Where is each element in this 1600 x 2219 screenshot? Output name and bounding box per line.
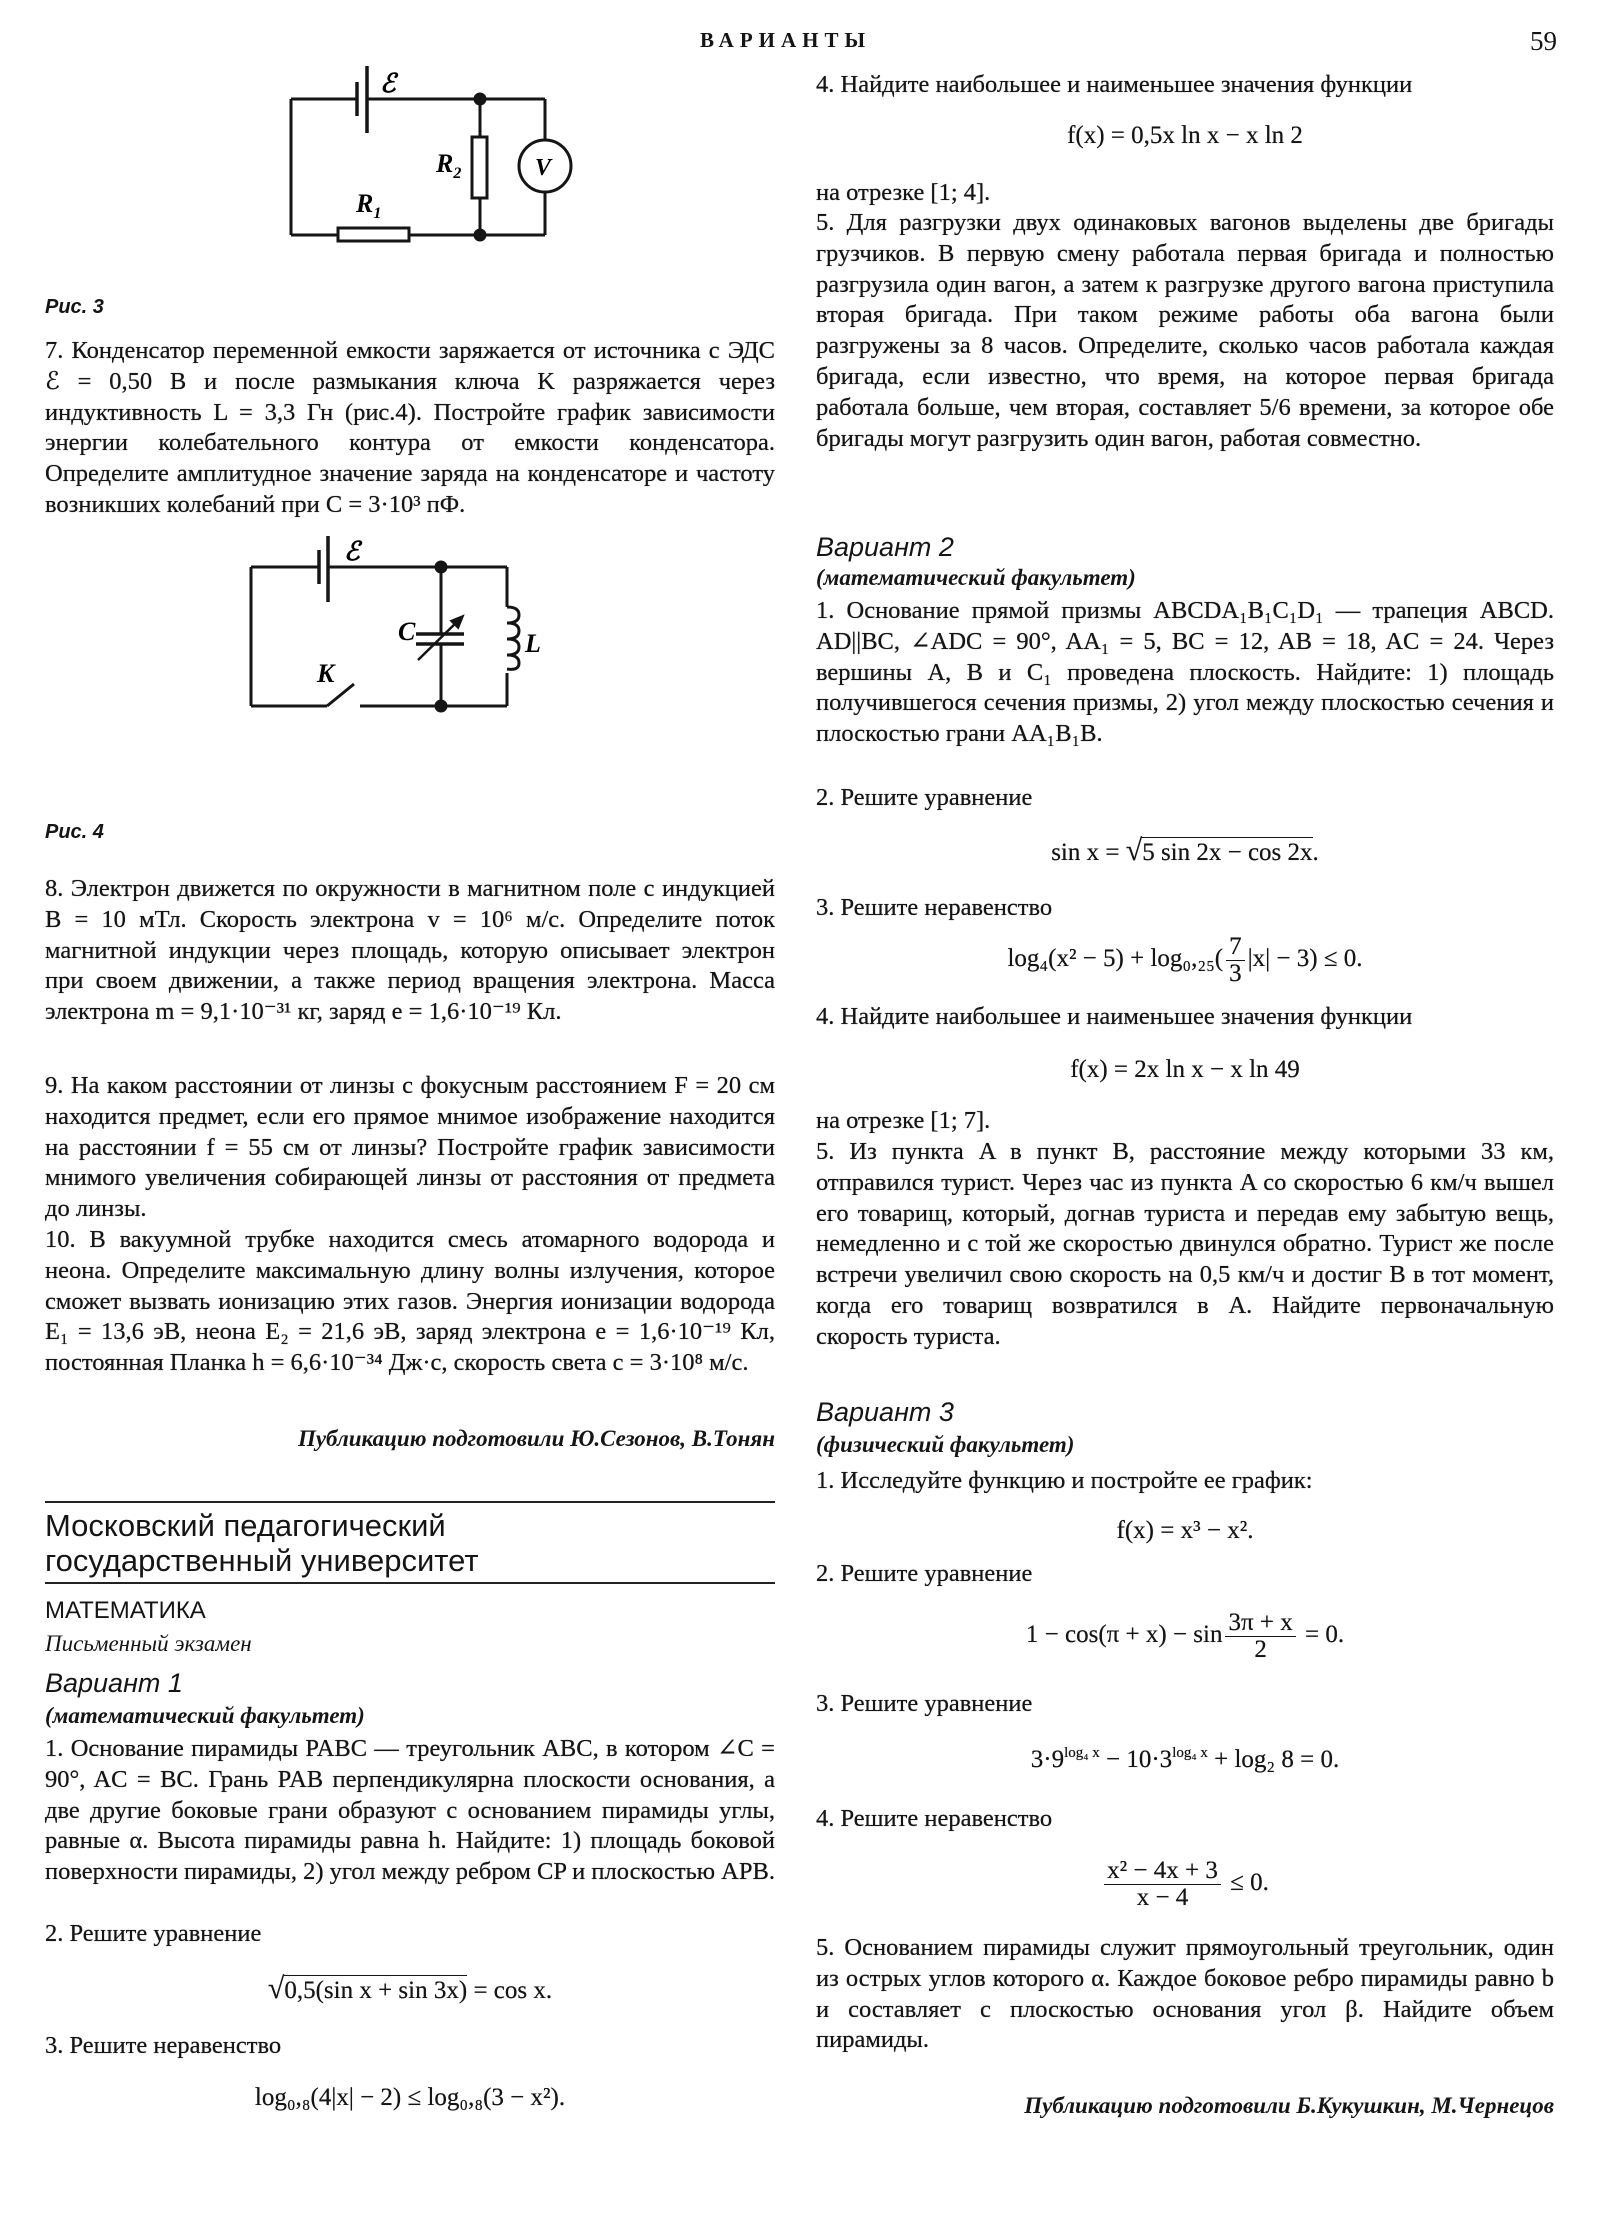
v3-problem-2-formula: 1 − cos(π + x) − sin $\frac{3\pi + x}{2}$ = 0.	[1025, 1609, 1345, 1663]
v3-problem-5: 5. Основанием пирамиды служит прямоугольный треугольник, один из острых углов которого α. Каждое боковое ребро пирамиды равно b и составляет с плоскостью основания угол β. Найдите объем пирамиды.	[816, 1934, 1554, 2054]
v2-problem-3: 3. Решите неравенство	[816, 894, 1053, 921]
running-header: ВАРИАНТЫ	[700, 28, 872, 52]
variant-1-title: Вариант 1	[45, 1668, 183, 1698]
problem-4-interval: на отрезке [1; 4].	[816, 179, 991, 206]
resistor-r1	[338, 228, 409, 241]
variant-3-title: Вариант 3	[816, 1397, 954, 1427]
fig4-inductor-label: L	[525, 629, 541, 658]
v2-problem-4-formula: f(x) = 2x ln x − x ln 49	[1070, 1056, 1300, 1083]
v3-problem-4: 4. Решите неравенство	[816, 1805, 1053, 1832]
v1-problem-3: 3. Решите неравенство	[45, 2032, 282, 2059]
signature-math: Публикацию подготовили Б.Кукушкин, М.Чернецов	[1024, 2093, 1554, 2118]
v2-problem-4-interval: на отрезке [1; 7].	[816, 1107, 991, 1134]
problem-7: 7. Конденсатор переменной емкости заряжается от источника с ЭДС ℰ = 0,50 В и после размыкания ключа K разряжается через индуктивность L = 3,3 Гн (рис.4). Постройте график зависимости энергии колебательного контура от емкости конденсатора. Определите амплитудное значение заряда на конденсаторе и частоту возникших колебаний при C = 3·10³ пФ.	[45, 337, 775, 518]
fig3-emf-label: ℰ	[380, 69, 396, 98]
inductor-coil	[507, 607, 519, 669]
problem-4: 4. Найдите наибольшее и наименьшее значения функции	[816, 71, 1413, 98]
variant-1-faculty: (математический факультет)	[45, 1703, 365, 1728]
figure-4-circuit	[251, 536, 519, 711]
v3-problem-2: 2. Решите уравнение	[816, 1560, 1033, 1587]
section-divider-bottom	[45, 1582, 775, 1584]
fig4-emf-label: ℰ	[344, 537, 360, 566]
figure-4-caption: Рис. 4	[45, 821, 104, 843]
exam-type: Письменный экзамен	[45, 1631, 252, 1656]
subject-heading: МАТЕМАТИКА	[45, 1597, 206, 1624]
problem-5: 5. Для разгрузки двух одинаковых вагонов выделены две бригады грузчиков. В первую смену работала первая бригада и полностью разгрузила один вагон, а затем к разгрузке другого вагона приступила вторая бригада. При таком режиме работы оба вагона были разгружены за 8 часов. Определите, сколько часов работала каждая бригада, если известно, что время, на которое первая бригада работала больше, чем вторая, составляет 5/6 времени, за которое обе бригады могут разгрузить один вагон, работая совместно.	[816, 209, 1554, 452]
section-divider-top	[45, 1501, 775, 1503]
fig3-r1-label: $R_1$	[356, 189, 382, 222]
v1-problem-2: 2. Решите уравнение	[45, 1920, 262, 1947]
page-number: 59	[1530, 26, 1557, 56]
v3-problem-1: 1. Исследуйте функцию и постройте ее график:	[816, 1467, 1313, 1494]
signature-physics: Публикацию подготовили Ю.Сезонов, В.Тонян	[297, 1426, 775, 1451]
variant-3-faculty: (физический факультет)	[816, 1432, 1075, 1457]
university-heading	[45, 1508, 775, 1578]
university-heading-line1: Московский педагогический	[45, 1508, 446, 1543]
v2-problem-2-formula: sin x = √5 sin 2x − cos 2x.	[1051, 834, 1319, 867]
variant-2-faculty: (математический факультет)	[816, 565, 1136, 590]
fig3-r2-label: $R_2$	[436, 149, 462, 182]
university-heading-line2: государственный университет	[45, 1543, 479, 1578]
v3-problem-4-formula: $\frac{\text{x² − 4x + 3}}{x - 4}$ ≤ 0.	[816, 1858, 1554, 1911]
problem-9: 9. На каком расстоянии от линзы с фокусным расстоянием F = 20 см находится предмет, если его прямое мнимое изображение находится на расстоянии f = 55 см от линзы? Постройте график зависимости мнимого увеличения собирающей линзы от расстояния от предмета до линзы.	[45, 1072, 775, 1223]
fig4-capacitor-label: C	[398, 617, 416, 646]
v2-problem-5: 5. Из пункта A в пункт B, расстояние между которыми 33 км, отправился турист. Через час из пункта A со скоростью 6 км/ч вышел его товарищ, который, догнав туриста и передав ему забытую вещь, немедленно и с той же скоростью двинулся обратно. Турист же после встречи увеличил свою скорость на 0,5 км/ч и достиг B в тот момент, когда его товарищ возвратился в A. Найдите первоначальную скорость туриста.	[816, 1138, 1554, 1350]
problem-8: 8. Электрон движется по окружности в магнитном поле с индукцией B = 10 мТл. Скорость электрона v = 10⁶ м/с. Определите поток магнитной индукции через площадь, которую описывает электрон при своем движении, а также период вращения электрона. Масса электрона m = 9,1·10⁻³¹ кг, заряд e = 1,6·10⁻¹⁹ Кл.	[45, 875, 775, 1026]
figure-3-caption: Рис. 3	[45, 296, 104, 318]
v2-problem-3-formula: log₄(x² − 5) + log₀,₂₅( $\frac{7}{3}$ |x| − 3) ≤ 0.	[1007, 933, 1363, 987]
problem-4-formula: f(x) = 0,5x ln x − x ln 2	[1067, 122, 1303, 149]
v1-problem-3-formula: log₀,₈(4|x| − 2) ≤ log₀,₈(3 − x²).	[254, 2084, 566, 2111]
v2-problem-2: 2. Решите уравнение	[816, 784, 1033, 811]
resistor-r2	[472, 137, 487, 198]
v3-problem-3: 3. Решите уравнение	[816, 1690, 1033, 1717]
v3-problem-1-formula: f(x) = x³ − x².	[1116, 1517, 1254, 1544]
voltmeter-label: V	[535, 155, 552, 181]
problem-10: 10. В вакуумной трубке находится смесь атомарного водорода и неона. Определите максимальную длину волны излучения, которое сможет вызвать ионизацию этих газов. Энергия ионизации водорода E₁ = 13,6 эВ, неона E₂ = 21,6 эВ, заряд электрона e = 1,6·10⁻¹⁹ Кл, постоянная Планка h = 6,6·10⁻³⁴ Дж·с, скорость света c = 3·10⁸ м/с.	[45, 1226, 775, 1377]
variant-2-title: Вариант 2	[816, 532, 954, 562]
v3-problem-3-formula: $3\cdot 9^{log_4 x} - 10\cdot 3^{log_4 x} + \log_2$ 8 = 0.	[1030, 1745, 1340, 1773]
v1-problem-2-formula: √0,5(sin x + sin 3x) = cos x.	[267, 1972, 553, 2005]
fig4-key-label: K	[317, 659, 335, 688]
v2-problem-1: 1. Основание прямой призмы ABCDA₁B₁C₁D₁ — трапеция ABCD. AD||BC, ∠ADC = 90°, AA₁ = 5, BC = 12, AB = 18, AC = 24. Через вершины A, B и C₁ проведена плоскость. Найдите: 1) площадь получившегося сечения призмы, 2) угол между плоскостью сечения и плоскостью грани AA₁B₁B.	[816, 597, 1554, 748]
v1-problem-1: 1. Основание пирамиды PABC — треугольник ABC, в котором ∠C = 90°, AC = BC. Грань PAB перпендикулярна плоскости основания, а две другие боковые грани образуют с основанием пирамиды углы, равные α. Высота пирамиды равна h. Найдите: 1) площадь боковой поверхности пирамиды, 2) угол между ребром CP и плоскостью APB.	[45, 1735, 775, 1886]
figure-3-circuit	[291, 66, 571, 241]
v2-problem-4: 4. Найдите наибольшее и наименьшее значения функции	[816, 1003, 1413, 1030]
